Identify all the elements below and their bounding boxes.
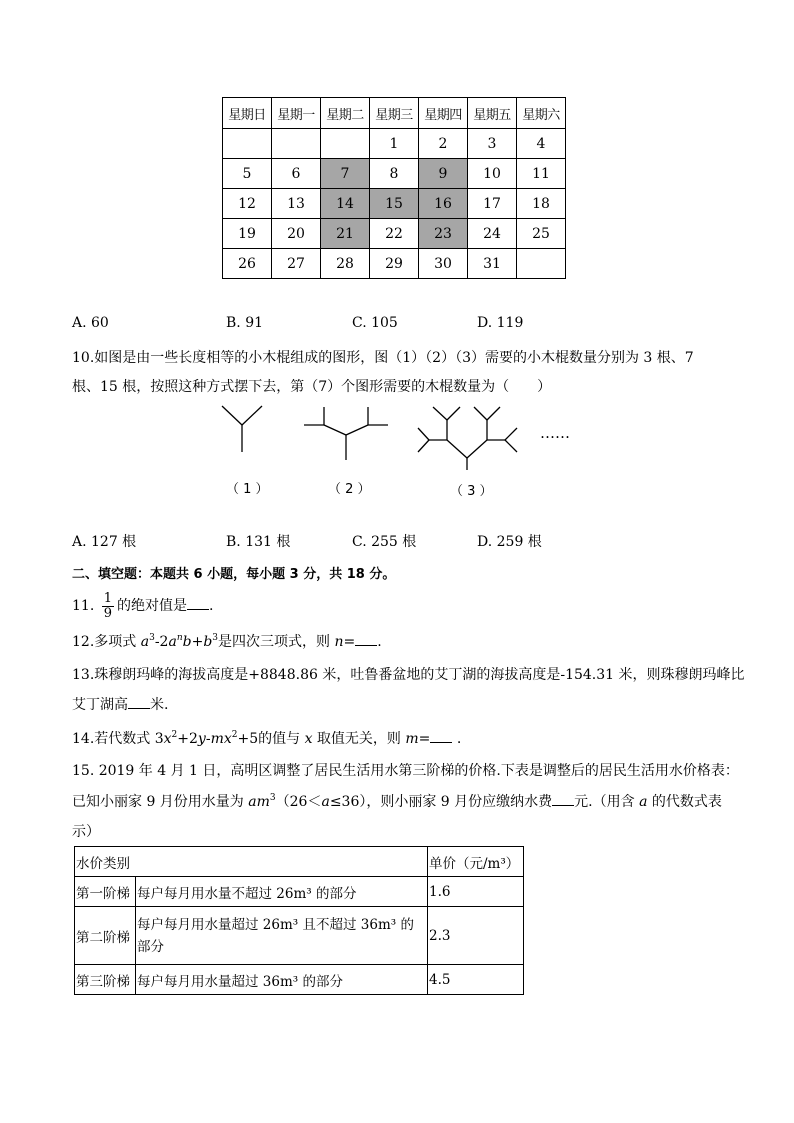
choice-c: C. 105 bbox=[352, 315, 398, 331]
calendar-cell: 18 bbox=[517, 189, 566, 219]
q15-text-a: 已知小丽家 9 月份用水量为 bbox=[72, 794, 249, 810]
water-tier: 第二阶梯 bbox=[75, 907, 136, 965]
calendar-header: 星期四 bbox=[419, 98, 468, 129]
q12-text-a: 12.多项式 bbox=[72, 634, 141, 650]
q13-line1: 13.珠穆朗玛峰的海拔高度是+8848.86 米，吐鲁番盆地的艾丁湖的海拔高度是-154.31 米，则珠穆朗玛峰比 bbox=[72, 667, 745, 683]
choice-d: D. 259 根 bbox=[477, 534, 542, 550]
calendar-table bbox=[222, 97, 566, 279]
q15-text-e: 的代数式表 bbox=[647, 794, 722, 810]
calendar-cell-shaded: 23 bbox=[419, 219, 468, 249]
choice-a: A. 127 根 bbox=[72, 534, 137, 550]
water-tier: 第一阶梯 bbox=[75, 877, 136, 907]
q15-line3: 示） bbox=[72, 824, 100, 840]
calendar-cell: 13 bbox=[272, 189, 321, 219]
calendar-cell-shaded: 14 bbox=[321, 189, 370, 219]
choice-a: A. 60 bbox=[72, 315, 109, 331]
answer-blank[interactable] bbox=[128, 696, 150, 709]
calendar-cell: 30 bbox=[419, 249, 468, 279]
choice-d: D. 119 bbox=[477, 315, 524, 331]
choice-c: C. 255 根 bbox=[352, 534, 417, 550]
q14-text-c: 取值无关，则 bbox=[312, 731, 406, 747]
calendar-cell-shaded: 7 bbox=[321, 159, 370, 189]
water-price-table bbox=[74, 846, 524, 995]
calendar-cell-shaded: 21 bbox=[321, 219, 370, 249]
answer-blank[interactable] bbox=[187, 597, 209, 610]
calendar-cell: 26 bbox=[223, 249, 272, 279]
calendar-cell: 3 bbox=[468, 129, 517, 159]
calendar-cell: 8 bbox=[370, 159, 419, 189]
calendar-cell-shaded: 9 bbox=[419, 159, 468, 189]
calendar-cell: 2 bbox=[419, 129, 468, 159]
calendar-header: 星期日 bbox=[223, 98, 272, 129]
q11 bbox=[72, 591, 213, 621]
q15-text-d: 元.（用含 bbox=[574, 794, 640, 810]
q14-text-b: 的值与 bbox=[258, 731, 305, 747]
calendar-cell bbox=[321, 129, 370, 159]
q11-text: 的绝对值是 bbox=[117, 598, 187, 614]
calendar-header: 星期一 bbox=[272, 98, 321, 129]
q14: 14.若代数式 $3x^2+2y-mx^2+5$的值与 x 取值无关，则 m= . bbox=[72, 730, 462, 747]
calendar-cell-shaded: 15 bbox=[370, 189, 419, 219]
water-tier: 第三阶梯 bbox=[75, 965, 136, 995]
calendar-cell: 11 bbox=[517, 159, 566, 189]
calendar-header: 星期六 bbox=[517, 98, 566, 129]
stick-figure-3 bbox=[418, 407, 517, 470]
water-desc: 每户每月用水量超过 36m³ 的部分 bbox=[136, 965, 428, 995]
water-header-type: 水价类别 bbox=[75, 847, 428, 877]
water-price: 2.3 bbox=[428, 907, 524, 965]
q15-line1: 15. 2019 年 4 月 1 日，高明区调整了居民生活用水第三阶梯的价格.下表是调整后的居民生活用水价格表： bbox=[72, 763, 739, 779]
calendar-cell: 22 bbox=[370, 219, 419, 249]
calendar-cell-shaded: 16 bbox=[419, 189, 468, 219]
q14-text-a: 14.若代数式 bbox=[72, 731, 155, 747]
calendar-header: 星期三 bbox=[370, 98, 419, 129]
q15-text-c: ≤36），则小丽家 9 月份应缴纳水费 bbox=[329, 794, 553, 810]
calendar-cell: 17 bbox=[468, 189, 517, 219]
q15-text-b: （26＜ bbox=[275, 794, 322, 810]
answer-blank[interactable] bbox=[355, 633, 377, 646]
q13-line2 bbox=[72, 694, 168, 714]
q12-end: . bbox=[377, 634, 382, 650]
stick-figures bbox=[0, 395, 794, 470]
q12: 12.多项式 $a^3-2a^nb+b^3$是四次三项式，则 n= . bbox=[72, 633, 382, 650]
answer-blank[interactable] bbox=[552, 793, 574, 806]
calendar-cell: 28 bbox=[321, 249, 370, 279]
fraction-denominator: 9 bbox=[103, 605, 112, 621]
water-price: 1.6 bbox=[428, 877, 524, 907]
fraction-one-ninth bbox=[102, 592, 114, 621]
q10-line2: 根、15 根，按照这种方式摆下去，第（7）个图形需要的木棍数量为（ ） bbox=[72, 379, 552, 395]
q10-line1: 10.如图是由一些长度相等的小木棍组成的图形，图（1）（2）（3）需要的小木棍数量分别为 3 根、7 bbox=[72, 350, 694, 366]
q13-text-a: 艾丁湖高 bbox=[72, 697, 128, 713]
q15-line2: 已知小丽家 9 月份用水量为 $am^3(26<a\le 36)$，则小丽家 9 月份应缴纳水费 元.（用含 a 的代数式表 bbox=[72, 793, 722, 810]
calendar-cell: 20 bbox=[272, 219, 321, 249]
calendar-cell: 25 bbox=[517, 219, 566, 249]
stick-figure-1 bbox=[222, 406, 262, 452]
fraction-numerator: 1 bbox=[103, 590, 112, 606]
choice-b: B. 131 根 bbox=[226, 534, 291, 550]
calendar-cell: 29 bbox=[370, 249, 419, 279]
calendar-cell bbox=[517, 249, 566, 279]
water-desc: 每户每月用水量超过 26m³ 且不超过 36m³ 的部分 bbox=[136, 907, 428, 965]
calendar-cell: 12 bbox=[223, 189, 272, 219]
calendar-cell: 27 bbox=[272, 249, 321, 279]
calendar-cell bbox=[272, 129, 321, 159]
q11-end: . bbox=[209, 598, 214, 614]
stick-figure-2 bbox=[304, 407, 388, 460]
q12-text-b: 是四次三项式，则 bbox=[218, 634, 335, 650]
q14-end: . bbox=[452, 731, 462, 747]
figure-label-3: （ 3 ） bbox=[450, 484, 493, 499]
calendar-cell: 10 bbox=[468, 159, 517, 189]
ellipsis: …… bbox=[540, 424, 570, 442]
calendar-cell: 4 bbox=[517, 129, 566, 159]
choice-b: B. 91 bbox=[226, 315, 264, 331]
water-price: 4.5 bbox=[428, 965, 524, 995]
calendar-cell bbox=[223, 129, 272, 159]
calendar-cell: 19 bbox=[223, 219, 272, 249]
calendar-cell: 31 bbox=[468, 249, 517, 279]
water-desc: 每户每月用水量不超过 26m³ 的部分 bbox=[136, 877, 428, 907]
answer-blank[interactable] bbox=[430, 730, 452, 743]
calendar-cell: 5 bbox=[223, 159, 272, 189]
q11-number: 11. bbox=[72, 598, 99, 614]
calendar-header: 星期二 bbox=[321, 98, 370, 129]
figure-label-1: （ 1 ） bbox=[226, 482, 269, 497]
figure-label-2: （ 2 ） bbox=[328, 482, 371, 497]
calendar-cell: 1 bbox=[370, 129, 419, 159]
water-header-price: 单价（元/m³） bbox=[428, 847, 524, 877]
section-heading: 二、填空题：本题共 6 小题，每小题 3 分，共 18 分。 bbox=[72, 567, 396, 582]
q13-text-b: 米. bbox=[150, 697, 169, 713]
calendar-header: 星期五 bbox=[468, 98, 517, 129]
calendar-cell: 6 bbox=[272, 159, 321, 189]
calendar-cell: 24 bbox=[468, 219, 517, 249]
